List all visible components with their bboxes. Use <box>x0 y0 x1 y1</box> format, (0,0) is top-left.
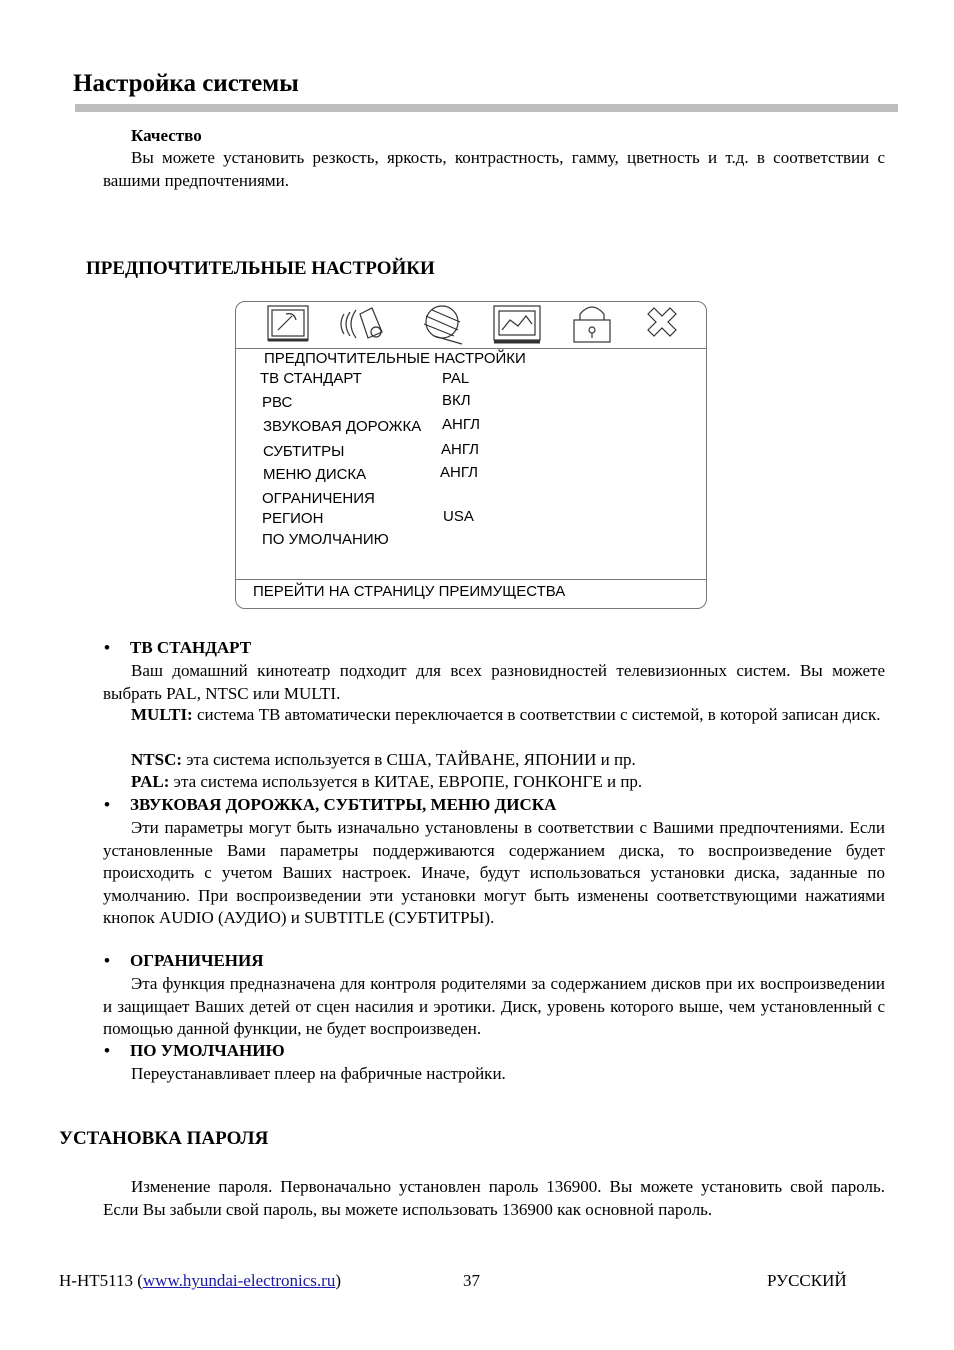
footer-website-link[interactable]: www.hyundai-electronics.ru <box>142 1271 336 1290</box>
menu-item-pbc[interactable]: РВС <box>262 394 293 411</box>
menu-value-region[interactable]: USA <box>443 508 474 525</box>
quality-text: Вы можете установить резкость, яркость, контрастность, гамму, цветность и т.д. в соответствии с вашими предпочтениями. <box>103 148 885 190</box>
tv-standard-intro: Ваш домашний кинотеатр подходит для всех разновидностей телевизионных систем. Вы можете выбрать PAL, NTSC или MULTI. <box>103 661 885 703</box>
preferences-heading: ПРЕДПОЧТИТЕЛЬНЫЕ НАСТРОЙКИ <box>86 258 435 279</box>
quality-heading: Качество <box>131 126 202 145</box>
menu-value-tv-standard[interactable]: PAL <box>442 370 470 387</box>
tv-pal-text: эта система используется в КИТАЕ, ЕВРОПЕ, ГОНКОНГЕ и пр. <box>169 772 643 791</box>
tv-multi-text: система ТВ автоматически переключается в соответствии с системой, в которой записан диск. <box>192 705 881 724</box>
tv-ntsc-label: NTSC: <box>131 750 183 769</box>
menu-divider-top <box>236 348 706 349</box>
disc-icon[interactable] <box>424 306 462 344</box>
page-number: 37 <box>463 1271 480 1290</box>
menu-divider-bottom <box>236 579 706 580</box>
menu-item-default[interactable]: ПО УМОЛЧАНИЮ <box>262 531 389 548</box>
menu-value-subtitles[interactable]: АНГЛ <box>441 441 479 458</box>
tv-multi-label: MULTI: <box>131 705 193 724</box>
menu-item-audio-track[interactable]: ЗВУКОВАЯ ДОРОЖКА <box>263 418 422 435</box>
footer-model-text: H-HT5113 ( <box>59 1271 143 1290</box>
default-heading: ПО УМОЛЧАНИЮ <box>130 1041 285 1060</box>
limits-heading: ОГРАНИЧЕНИЯ <box>130 951 264 970</box>
footer-language: РУССКИЙ <box>767 1271 847 1290</box>
menu-item-region[interactable]: РЕГИОН <box>262 510 324 527</box>
default-bullet <box>104 1041 285 1061</box>
menu-icon-bar <box>236 302 706 348</box>
preferences-menu-panel <box>235 301 707 609</box>
settings-icon[interactable] <box>268 306 308 340</box>
menu-item-tv-standard[interactable]: ТВ СТАНДАРТ <box>260 370 362 387</box>
title-rule <box>75 104 898 112</box>
menu-item-disc-menu[interactable]: МЕНЮ ДИСКА <box>263 466 367 483</box>
audio-heading: ЗВУКОВАЯ ДОРОЖКА, СУБТИТРЫ, МЕНЮ ДИСКА <box>130 795 557 814</box>
tv-standard-heading: ТВ СТАНДАРТ <box>130 638 252 657</box>
limits-text: Эта функция предназначена для контроля родителями за содержанием дисков при их воспроизведении и защищает Ваших детей от сцен насилия и эротики. Диск, уровень которого выше, чем установленный с помощью данной функции, не будет воспроизведен. <box>103 974 885 1038</box>
audio-bullet <box>104 795 556 815</box>
menu-header: ПРЕДПОЧТИТЕЛЬНЫЕ НАСТРОЙКИ <box>264 350 526 367</box>
menu-item-subtitles[interactable]: СУБТИТРЫ <box>263 443 345 460</box>
bullet-dot: • <box>104 795 110 814</box>
password-text: Изменение пароля. Первоначально установлен пароль 136900. Вы можете установить свой пароль. Если Вы забыли свой пароль, вы можете использовать 136900 как основной пароль. <box>103 1177 885 1219</box>
default-text: Переустанавливает плеер на фабричные настройки. <box>131 1064 506 1083</box>
limits-bullet <box>104 951 264 971</box>
bullet-dot: • <box>104 951 110 970</box>
menu-value-pbc[interactable]: ВКЛ <box>442 392 471 409</box>
footer-model <box>59 1271 341 1291</box>
bullet-dot: • <box>104 638 110 657</box>
tv-pal-label: PAL: <box>131 772 170 791</box>
audio-text: Эти параметры могут быть изначально установлены в соответствии с Вашими предпочтениями. Если установленные Вами параметры поддерживаются содержанием диска, то воспроизведение будет происходить с учетом Ваших настроек. Иначе, будут использоваться установки диска, заданные по умолчанию. При воспроизведении эти установки могут быть изменены соответствующими нажатиями кнопок AUDIO (АУДИО) и SUBTITLE (СУБТИТРЫ). <box>103 818 885 927</box>
tv-standard-bullet <box>104 638 251 658</box>
lock-icon[interactable] <box>574 307 610 342</box>
page-title: Настройка системы <box>73 70 299 97</box>
tv-pal-paragraph <box>103 771 885 794</box>
tv-multi-paragraph <box>103 704 885 727</box>
picture-icon[interactable] <box>494 306 540 342</box>
tv-ntsc-paragraph <box>103 749 885 772</box>
password-heading: УСТАНОВКА ПАРОЛЯ <box>59 1128 269 1149</box>
menu-item-restrictions[interactable]: ОГРАНИЧЕНИЯ <box>262 490 375 507</box>
menu-value-disc-menu[interactable]: АНГЛ <box>440 464 478 481</box>
close-icon[interactable] <box>648 308 676 336</box>
tv-ntsc-text: эта система используется в США, ТАЙВАНЕ, ЯПОНИИ и пр. <box>182 750 636 769</box>
audio-icon[interactable] <box>341 308 382 338</box>
menu-value-audio-track[interactable]: АНГЛ <box>442 416 480 433</box>
menu-footer[interactable]: ПЕРЕЙТИ НА СТРАНИЦУ ПРЕИМУЩЕСТВА <box>253 583 566 600</box>
footer-paren: ) <box>335 1271 342 1290</box>
bullet-dot: • <box>104 1041 110 1060</box>
